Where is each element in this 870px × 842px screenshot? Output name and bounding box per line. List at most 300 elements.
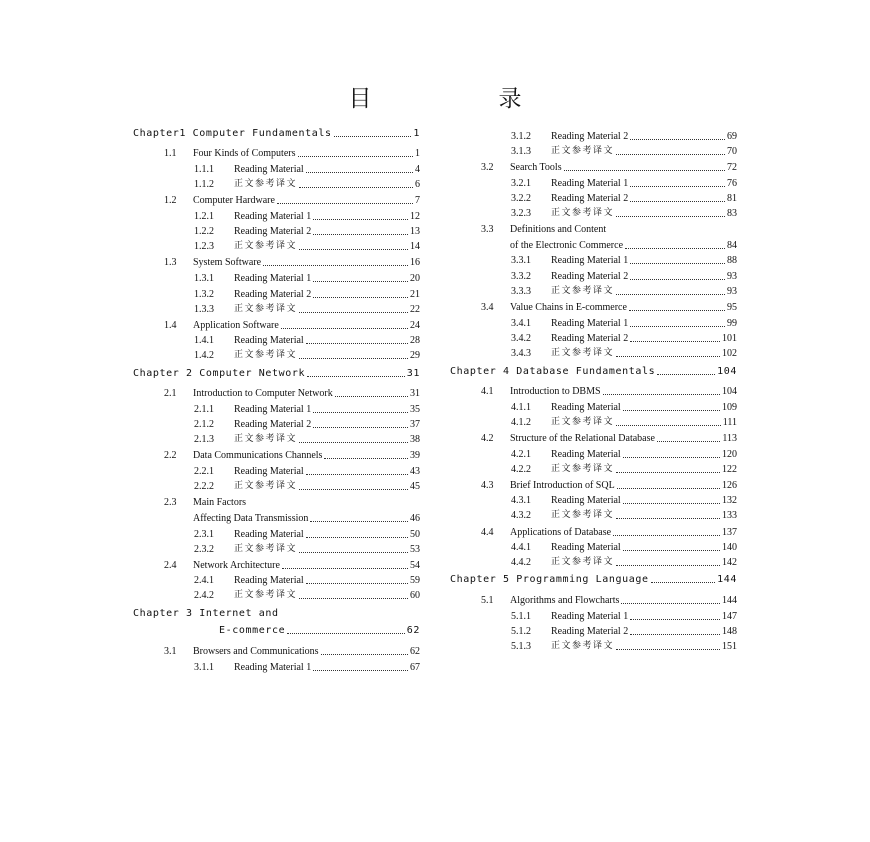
toc-page-number: 45 xyxy=(410,481,420,492)
toc-entry[interactable] xyxy=(450,251,737,267)
toc-entry-title: Reading Material 2 xyxy=(234,289,312,300)
toc-leader-dots xyxy=(651,582,716,583)
toc-leader-dots xyxy=(299,249,408,250)
toc-leader-dots xyxy=(657,441,720,442)
toc-entry[interactable] xyxy=(133,525,420,541)
toc-entry-number: 4.1.2 xyxy=(511,417,531,428)
toc-entry-number: 2.1.3 xyxy=(194,434,214,445)
toc-leader-dots xyxy=(299,187,413,188)
toc-entry[interactable] xyxy=(133,175,420,191)
toc-entry[interactable] xyxy=(450,476,737,492)
toc-page-number: 70 xyxy=(727,146,737,157)
toc-entry-number: 2.3 xyxy=(164,497,177,508)
toc-page-number: 12 xyxy=(410,211,420,222)
toc-entry-title: 正文参考译文 xyxy=(234,350,298,360)
toc-page-number: 148 xyxy=(722,626,737,637)
toc-entry-number: 2.2.1 xyxy=(194,466,214,477)
toc-entry[interactable] xyxy=(450,445,737,461)
toc-leader-dots xyxy=(630,139,725,140)
toc-page-number: 39 xyxy=(410,450,420,461)
toc-entry[interactable] xyxy=(133,331,420,347)
toc-leader-dots xyxy=(630,619,720,620)
toc-page-number: 132 xyxy=(722,495,737,506)
toc-entry[interactable] xyxy=(450,398,737,414)
toc-entry-title: Reading Material 2 xyxy=(234,419,312,430)
toc-entry-number: 5.1.2 xyxy=(511,626,531,637)
toc-page-number: 93 xyxy=(727,286,737,297)
toc-entry[interactable] xyxy=(133,415,420,431)
toc-entry-number: 1.1.1 xyxy=(194,164,214,175)
toc-entry-number: 4.2.2 xyxy=(511,464,531,475)
toc-leader-dots xyxy=(623,503,720,504)
toc-entry-title: Computer Hardware xyxy=(193,195,275,206)
toc-entry[interactable] xyxy=(133,316,420,332)
toc-page-number: 60 xyxy=(410,590,420,601)
toc-entry-number: 1.3 xyxy=(164,257,177,268)
toc-entry-number: 3.2 xyxy=(481,162,494,173)
toc-page-number: 31 xyxy=(406,368,420,379)
toc-entry-number: 1.2.1 xyxy=(194,211,214,222)
toc-entry-title: Reading Material 1 xyxy=(234,211,312,222)
toc-entry-title: Reading Material 1 xyxy=(234,662,312,673)
toc-entry-number: 1.4 xyxy=(164,320,177,331)
toc-entry[interactable] xyxy=(450,267,737,283)
toc-entry[interactable] xyxy=(133,160,420,176)
toc-entry-title: Browsers and Communications xyxy=(193,646,319,657)
toc-entry-number: 3.1.2 xyxy=(511,131,531,142)
toc-entry-number: 1.4.2 xyxy=(194,350,214,361)
toc-entry-title: Reading Material xyxy=(551,495,621,506)
toc-entry[interactable] xyxy=(450,382,737,398)
toc-page-number: 1 xyxy=(413,128,420,139)
toc-entry-title: Reading Material 2 xyxy=(234,226,312,237)
toc-leader-dots xyxy=(299,442,408,443)
toc-leader-dots xyxy=(310,521,408,522)
toc-entry-number: 4.4.1 xyxy=(511,542,531,553)
toc-page-number: 104 xyxy=(722,386,737,397)
toc-entry-title: Reading Material 2 xyxy=(551,333,629,344)
toc-leader-dots xyxy=(313,670,408,671)
toc-page-number: 72 xyxy=(727,162,737,173)
toc-entry[interactable] xyxy=(450,607,737,623)
toc-entry[interactable] xyxy=(450,506,737,522)
toc-entry-title: 正文参考译文 xyxy=(234,590,298,600)
toc-entry-title: Structure of the Relational Database xyxy=(510,433,655,444)
toc-entry[interactable] xyxy=(133,364,420,380)
toc-leader-dots xyxy=(630,279,725,280)
toc-leader-dots xyxy=(616,356,720,357)
toc-entry[interactable] xyxy=(133,269,420,285)
toc-page-number: 62 xyxy=(410,646,420,657)
toc-entry[interactable] xyxy=(450,329,737,345)
toc-leader-dots xyxy=(313,297,408,298)
toc-entry[interactable] xyxy=(450,429,737,445)
toc-page-number: 21 xyxy=(410,289,420,300)
toc-entry-title: Definitions and Content xyxy=(510,224,607,235)
toc-leader-dots xyxy=(630,201,725,202)
toc-entry-number: 3.1 xyxy=(164,646,177,657)
toc-entry-title: 正文参考译文 xyxy=(234,434,298,444)
toc-entry-title: Applications of Database xyxy=(510,527,612,538)
toc-leader-dots xyxy=(625,248,725,249)
toc-entry-title: Data Communications Channels xyxy=(193,450,323,461)
toc-entry[interactable] xyxy=(133,384,420,400)
toc-page-number: 16 xyxy=(410,257,420,268)
toc-page-number: 144 xyxy=(717,574,737,585)
toc-page-number: 20 xyxy=(410,273,420,284)
toc-entry-title: Application Software xyxy=(193,320,279,331)
toc-page-number: 1 xyxy=(415,148,420,159)
toc-page-number: 35 xyxy=(410,404,420,415)
toc-entry-title: Search Tools xyxy=(510,162,562,173)
toc-entry-title: Network Architecture xyxy=(193,560,280,571)
toc-entry-number: 4.2 xyxy=(481,433,494,444)
toc-page-number: 102 xyxy=(722,348,737,359)
toc-leader-dots xyxy=(298,156,414,157)
toc-entry-number: 3.4.1 xyxy=(511,318,531,329)
toc-entry-number: 2.1.2 xyxy=(194,419,214,430)
toc-entry[interactable] xyxy=(133,621,420,637)
toc-entry[interactable] xyxy=(133,237,420,253)
toc-entry-number: 2.1.1 xyxy=(194,404,214,415)
toc-leader-dots xyxy=(299,489,408,490)
toc-page-number: 95 xyxy=(727,302,737,313)
toc-entry-title: Reading Material xyxy=(551,449,621,460)
toc-entry[interactable] xyxy=(133,346,420,362)
toc-leader-dots xyxy=(616,518,720,519)
toc-entry[interactable] xyxy=(133,462,420,478)
toc-entry-title: Reading Material 1 xyxy=(551,255,629,266)
toc-page-number: 43 xyxy=(410,466,420,477)
toc-entry[interactable] xyxy=(133,642,420,658)
toc-leader-dots xyxy=(313,234,408,235)
toc-entry-title: 正文参考译文 xyxy=(234,241,298,251)
toc-entry[interactable] xyxy=(133,586,420,602)
toc-page-number: 81 xyxy=(727,193,737,204)
toc-page-number: 38 xyxy=(410,434,420,445)
toc-page-number: 151 xyxy=(722,641,737,652)
toc-entry[interactable] xyxy=(450,158,737,174)
toc-leader-dots xyxy=(657,374,715,375)
toc-entry-number: 4.4 xyxy=(481,527,494,538)
toc-leader-dots xyxy=(313,219,408,220)
toc-leader-dots xyxy=(616,216,725,217)
toc-entry[interactable] xyxy=(133,430,420,446)
toc-entry-number: 4.2.1 xyxy=(511,449,531,460)
toc-entry-number: 2.4 xyxy=(164,560,177,571)
toc-leader-dots xyxy=(623,550,720,551)
toc-leader-dots xyxy=(630,341,720,342)
toc-page-number: 46 xyxy=(410,513,420,524)
toc-entry[interactable] xyxy=(133,253,420,269)
toc-entry-title: Value Chains in E-commerce xyxy=(510,302,627,313)
toc-entry[interactable] xyxy=(450,622,737,638)
toc-entry[interactable] xyxy=(450,460,737,476)
toc-entry[interactable] xyxy=(133,477,420,493)
toc-page-number: 59 xyxy=(410,575,420,586)
toc-entry-number: 2.2.2 xyxy=(194,481,214,492)
toc-page-number: 7 xyxy=(415,195,420,206)
toc-leader-dots xyxy=(616,649,720,650)
toc-leader-dots xyxy=(335,396,408,397)
toc-entry-title: Reading Material xyxy=(234,164,304,175)
toc-entry[interactable] xyxy=(450,204,737,220)
toc-leader-dots xyxy=(277,203,413,204)
toc-entry-number: 3.2.3 xyxy=(511,208,531,219)
toc-entry-number: 2.3.2 xyxy=(194,544,214,555)
toc-entry[interactable] xyxy=(133,571,420,587)
toc-entry-title: Reading Material 2 xyxy=(551,271,629,282)
toc-page-number: 99 xyxy=(727,318,737,329)
toc-page-number: 88 xyxy=(727,255,737,266)
toc-entry-title: 正文参考译文 xyxy=(551,208,615,218)
toc-entry[interactable] xyxy=(133,400,420,416)
toc-entry-title: Introduction to DBMS xyxy=(510,386,601,397)
toc-leader-dots xyxy=(299,552,408,553)
toc-entry[interactable] xyxy=(450,362,737,378)
toc-entry-title: Introduction to Computer Network xyxy=(193,388,333,399)
toc-entry-title: Affecting Data Transmission xyxy=(193,513,309,524)
toc-leader-dots xyxy=(616,154,725,155)
toc-page-number: 140 xyxy=(722,542,737,553)
toc-entry-number: 2.4.2 xyxy=(194,590,214,601)
toc-entry-number: 4.1 xyxy=(481,386,494,397)
toc-entry[interactable] xyxy=(450,570,737,586)
toc-entry-title: Reading Material xyxy=(234,529,304,540)
toc-page-number: 122 xyxy=(722,464,737,475)
toc-entry[interactable] xyxy=(133,124,420,140)
toc-entry-number: 3.3.2 xyxy=(511,271,531,282)
toc-page-number: 69 xyxy=(727,131,737,142)
toc-entry-number: 3.3 xyxy=(481,224,494,235)
toc-page-number: 137 xyxy=(722,527,737,538)
toc-entry-number: 1.3.1 xyxy=(194,273,214,284)
toc-entry-title: 正文参考译文 xyxy=(234,544,298,554)
toc-entry[interactable] xyxy=(450,236,737,252)
toc-entry[interactable] xyxy=(133,540,420,556)
toc-leader-dots xyxy=(616,425,721,426)
toc-page-number: 13 xyxy=(410,226,420,237)
toc-entry-number: 4.3 xyxy=(481,480,494,491)
toc-entry[interactable] xyxy=(450,591,737,607)
toc-entry-title: Chapter 3 Internet and xyxy=(133,608,279,619)
toc-entry-number: 3.1.3 xyxy=(511,146,531,157)
toc-entry[interactable] xyxy=(133,285,420,301)
toc-entry-number: 2.3.1 xyxy=(194,529,214,540)
toc-leader-dots xyxy=(623,410,720,411)
toc-leader-dots xyxy=(299,312,408,313)
toc-leader-dots xyxy=(621,603,720,604)
toc-entry-title: Reading Material 2 xyxy=(551,131,629,142)
toc-leader-dots xyxy=(603,394,720,395)
toc-entry-number: 3.4 xyxy=(481,302,494,313)
toc-entry-title: Brief Introduction of SQL xyxy=(510,480,615,491)
toc-entry-number: 1.2 xyxy=(164,195,177,206)
toc-entry-title: 正文参考译文 xyxy=(551,286,615,296)
toc-leader-dots xyxy=(306,474,408,475)
toc-page-number: 126 xyxy=(722,480,737,491)
toc-leader-dots xyxy=(616,472,720,473)
toc-page-number: 111 xyxy=(722,417,737,428)
toc-entry-title: Reading Material 2 xyxy=(551,193,629,204)
toc-entry-number: 4.1.1 xyxy=(511,402,531,413)
toc-leader-dots xyxy=(616,294,725,295)
toc-entry-title: 正文参考译文 xyxy=(551,417,615,427)
toc-page-number: 62 xyxy=(406,625,420,636)
toc-entry[interactable] xyxy=(133,509,420,525)
toc-entry[interactable] xyxy=(450,127,737,143)
toc-entry-title: Reading Material xyxy=(234,466,304,477)
toc-leader-dots xyxy=(324,458,408,459)
toc-entry-title: Four Kinds of Computers xyxy=(193,148,296,159)
toc-entry-title: 正文参考译文 xyxy=(234,304,298,314)
toc-entry-number: 3.4.3 xyxy=(511,348,531,359)
toc-page-number: 24 xyxy=(410,320,420,331)
toc-entry-title: Chapter 5 Programming Language xyxy=(450,574,649,585)
toc-entry-number: 1.2.2 xyxy=(194,226,214,237)
toc-leader-dots xyxy=(564,170,725,171)
toc-leader-dots xyxy=(617,488,720,489)
toc-entry[interactable] xyxy=(133,300,420,316)
toc-entry-number: 1.2.3 xyxy=(194,241,214,252)
toc-page-number: 6 xyxy=(415,179,420,190)
toc-page-number: 54 xyxy=(410,560,420,571)
toc-entry[interactable] xyxy=(450,538,737,554)
toc-entry[interactable] xyxy=(450,220,737,236)
toc-leader-dots xyxy=(630,634,720,635)
toc-page-number: 31 xyxy=(410,388,420,399)
toc-leader-dots xyxy=(630,326,725,327)
toc-entry-title: Reading Material 1 xyxy=(551,318,629,329)
toc-entry-title: 正文参考译文 xyxy=(234,179,298,189)
toc-entry[interactable] xyxy=(450,314,737,330)
toc-entry-title: Algorithms and Flowcharts xyxy=(510,595,620,606)
toc-leader-dots xyxy=(321,654,408,655)
toc-entry-title: 正文参考译文 xyxy=(551,348,615,358)
toc-entry-number: 3.1.1 xyxy=(194,662,214,673)
toc-entry[interactable] xyxy=(450,553,737,569)
toc-entry-title: Reading Material xyxy=(234,575,304,586)
toc-entry-number: 5.1 xyxy=(481,595,494,606)
toc-entry-title: E-commerce xyxy=(219,625,286,636)
toc-entry-number: 2.2 xyxy=(164,450,177,461)
toc-leader-dots xyxy=(306,343,408,344)
toc-entry[interactable] xyxy=(133,191,420,207)
toc-entry[interactable] xyxy=(133,658,420,674)
toc-page-number: 142 xyxy=(722,557,737,568)
toc-entry[interactable] xyxy=(450,491,737,507)
toc-entry-title: Reading Material xyxy=(234,335,304,346)
toc-page-number: 104 xyxy=(717,366,737,377)
toc-page-number: 101 xyxy=(722,333,737,344)
toc-entry-title: Reading Material 2 xyxy=(551,626,629,637)
toc-entry-number: 2.4.1 xyxy=(194,575,214,586)
toc-leader-dots xyxy=(613,535,720,536)
toc-entry[interactable] xyxy=(450,298,737,314)
toc-leader-dots xyxy=(629,310,725,311)
toc-entry[interactable] xyxy=(133,446,420,462)
toc-entry[interactable] xyxy=(133,604,420,620)
toc-entry-title: Reading Material 1 xyxy=(234,273,312,284)
toc-entry-title: 正文参考译文 xyxy=(234,481,298,491)
toc-leader-dots xyxy=(313,281,408,282)
toc-entry[interactable] xyxy=(133,556,420,572)
toc-page-number: 53 xyxy=(410,544,420,555)
toc-leader-dots xyxy=(313,427,408,428)
toc-page-number: 120 xyxy=(722,449,737,460)
toc-leader-dots xyxy=(630,263,725,264)
toc-entry-number: 4.3.1 xyxy=(511,495,531,506)
toc-entry-title: 正文参考译文 xyxy=(551,510,615,520)
toc-entry-title: 正文参考译文 xyxy=(551,146,615,156)
toc-entry-title: Chapter 2 Computer Network xyxy=(133,368,306,379)
toc-entry-number: 2.1 xyxy=(164,388,177,399)
toc-page-number: 84 xyxy=(727,240,737,251)
toc-leader-dots xyxy=(306,172,413,173)
toc-entry-number: 1.1.2 xyxy=(194,179,214,190)
toc-entry-number: 3.3.1 xyxy=(511,255,531,266)
toc-entry[interactable] xyxy=(133,144,420,160)
toc-entry[interactable] xyxy=(450,142,737,158)
toc-entry-number: 3.2.1 xyxy=(511,178,531,189)
toc-entry-number: 4.3.2 xyxy=(511,510,531,521)
toc-leader-dots xyxy=(287,633,405,634)
toc-leader-dots xyxy=(263,265,408,266)
toc-page-number: 76 xyxy=(727,178,737,189)
toc-entry[interactable] xyxy=(450,523,737,539)
toc-entry-number: 3.4.2 xyxy=(511,333,531,344)
toc-entry[interactable] xyxy=(450,174,737,190)
toc-entry[interactable] xyxy=(133,207,420,223)
toc-leader-dots xyxy=(281,328,408,329)
toc-entry-title: System Software xyxy=(193,257,262,268)
toc-page-number: 144 xyxy=(722,595,737,606)
toc-page-number: 93 xyxy=(727,271,737,282)
toc-page-number: 109 xyxy=(722,402,737,413)
toc-entry[interactable] xyxy=(450,189,737,205)
toc-entry-number: 3.2.2 xyxy=(511,193,531,204)
toc-leader-dots xyxy=(313,412,408,413)
toc-leader-dots xyxy=(334,136,412,137)
toc-entry-number: 1.3.3 xyxy=(194,304,214,315)
toc-page-number: 4 xyxy=(415,164,420,175)
toc-leader-dots xyxy=(299,598,408,599)
toc-page-number: 28 xyxy=(410,335,420,346)
toc-page-number: 83 xyxy=(727,208,737,219)
toc-leader-dots xyxy=(623,457,720,458)
toc-leader-dots xyxy=(306,537,408,538)
toc-entry-title: 正文参考译文 xyxy=(551,464,615,474)
toc-leader-dots xyxy=(299,358,408,359)
toc-page-number: 113 xyxy=(722,433,737,444)
toc-entry[interactable] xyxy=(450,344,737,360)
toc-entry-title: Reading Material xyxy=(551,542,621,553)
toc-entry-number: 1.3.2 xyxy=(194,289,214,300)
toc-leader-dots xyxy=(282,568,408,569)
toc-entry[interactable] xyxy=(133,222,420,238)
toc-page-number: 50 xyxy=(410,529,420,540)
toc-page-number: 14 xyxy=(410,241,420,252)
toc-entry[interactable] xyxy=(450,637,737,653)
toc-entry[interactable] xyxy=(450,413,737,429)
toc-entry[interactable] xyxy=(450,282,737,298)
toc-entry-number: 1.1 xyxy=(164,148,177,159)
toc-entry[interactable] xyxy=(133,493,420,509)
toc-leader-dots xyxy=(630,186,725,187)
toc-entry-title: of the Electronic Commerce xyxy=(510,240,624,251)
toc-page-number: 22 xyxy=(410,304,420,315)
toc-entry-number: 1.4.1 xyxy=(194,335,214,346)
